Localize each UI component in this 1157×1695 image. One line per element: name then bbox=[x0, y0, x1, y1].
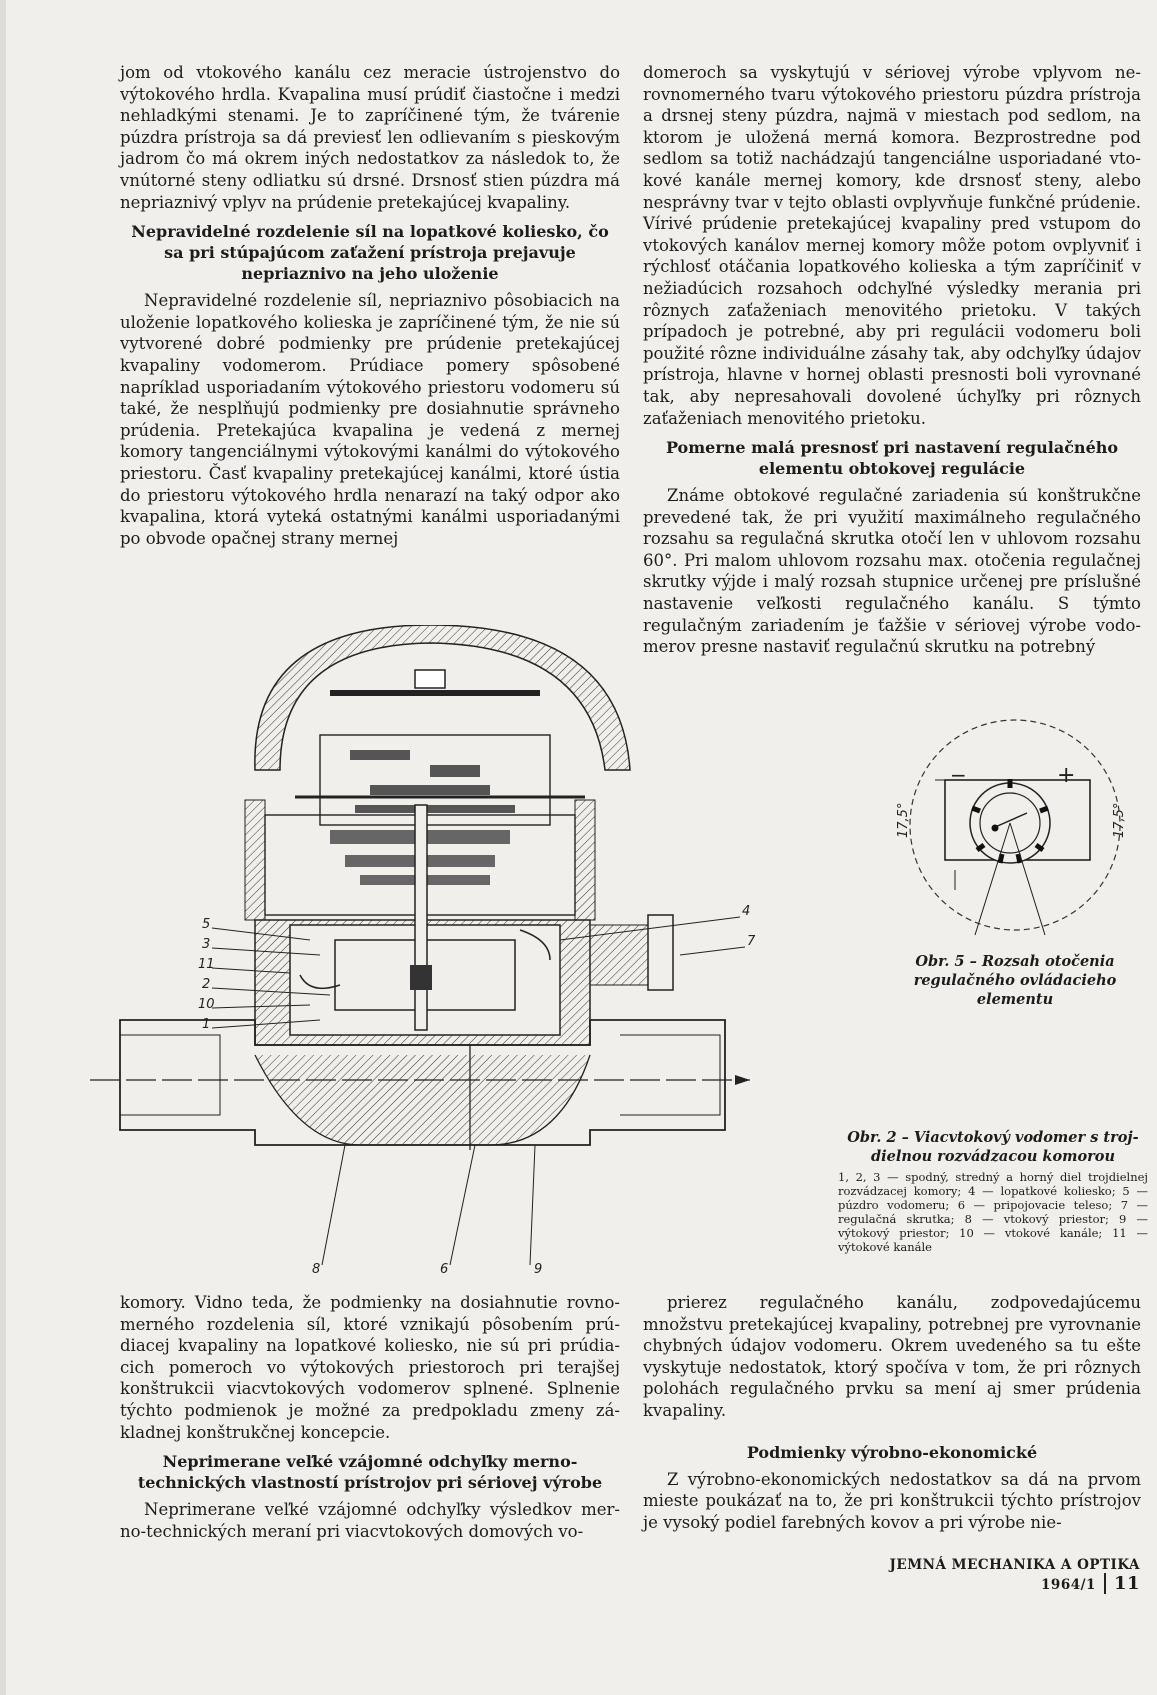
journal-name: JEMNÁ MECHANIKA A OPTIKA 1964/1 bbox=[889, 1557, 1140, 1593]
label-7: 7 bbox=[747, 934, 756, 949]
section-heading: Neprimerane veľké vzájomné odchyľky merno-technických vlastností prístrojov pri sériovej výrobe bbox=[137, 1452, 603, 1493]
page-number: 11 bbox=[1104, 1573, 1140, 1594]
section-heading: Pomerne malá presnosť pri nastavení regulačného elementu obtokovej regulácie bbox=[665, 438, 1119, 479]
paragraph: prierez regulačného kanálu, zodpovedajúcemu množstvu pretekajúcej kvapaliny, potrebnej pre vyrovnanie chybných údajov vodomeru. Okrem uvedeného sa tu ešte vyskytuje nedostatok, ktorý spočíva v tom, že pri rôznych polohách regulačného prvku sa mení aj smer prúdenia kvapaliny. bbox=[643, 1293, 1141, 1420]
paragraph: Z výrobno-ekonomických nedostatkov sa dá na prvom mieste poukázať na to, že pri konštrukcii týchto prístrojov je vysoký podiel farebných kovov a pri výrobe nie- bbox=[643, 1469, 1141, 1532]
paragraph: Nepravidelné rozdelenie síl, nepriaznivo pôsobiacich na uloženie lopatkového kolieska je zapríčinené tým, že nie sú vytvorené dobré podmienky pre prúdenie pretekajúcej kvapaliny vodomerom. Prúdiace pomery spôsobené napríklad usporiadaním výtokového priestoru vodomeru sú také, že nesplňujú podmienky pre dosiahnutie správneho prúdenia. Pretekajúca kvapalina je vedená z mernej komory tangenciálnymi výtokovými kanálmi do výtokového priestoru. Časť kvapaliny pretekajúcej kanálmi, ktoré ústia do priestoru výtokového hrdla nenarazí na taký odpor ako kvapalina, ktorá vyteká ostatnými kanálmi usporiadanými po obvode opačnej strany mernej bbox=[120, 291, 620, 548]
paragraph: Neprimerane veľké vzájomné odchyľky výsledkov merno-technických meraní pri viacvtokových domových vo- bbox=[120, 1500, 620, 1541]
label-5: 5 bbox=[202, 917, 211, 932]
page-edge bbox=[0, 0, 6, 1695]
label-6: 6 bbox=[440, 1262, 449, 1277]
figure-5-dial bbox=[885, 700, 1145, 940]
paragraph: domeroch sa vyskytujú v sériovej výrobe vplyvom nerovnomerného tvaru výtokového priestoru púzdra prístroja a drsnej steny púzdra, najmä v miestach pod sedlom, na ktorom je uložená merná komora. Bezprostredne pod sedlom sa totiž nachádzajú tangenciálne usporiadané vtokové kanále mernej komory, kde drsnosť steny, alebo nesprávny tvar v tejto oblasti ovplyvňuje funkčné prúdenie. Vírivé prúdenie pretekajúcej kvapaliny pred vstupom do vtokových kanálov mernej komory môže potom ovplyvniť i rýchlosť otáčania lopatkového kolieska a tým zapríčiniť v nežiadúcich rozsahoch odchyľné výsledky merania pri rôznych zaťaženiach menovitého prietoku. V takých prípadoch je potrebné, aby pri regulácii vodomeru boli použité rôzne individuálne zásahy tak, aby odchyľky údajov prístroja, hlavne v hornej oblasti presnosti boli vyrovnané tak, aby nepresahovali dovolené úchyľky pri rôznych zaťaženiach menovitého prietoku. bbox=[643, 63, 1141, 428]
label-10: 10 bbox=[198, 997, 215, 1012]
section-heading: Nepravidelné rozdelenie síl na lopatkové koliesko, čo sa pri stúpajúcom zaťažení prístroja prejavuje nepriaznivo na jeho uloženie bbox=[131, 222, 609, 284]
label-2: 2 bbox=[202, 977, 211, 992]
left-column-top bbox=[120, 62, 620, 549]
paragraph: jom od vtokového kanálu cez meracie ústrojenstvo do výtokového hrdla. Kvapalina musí prúdiť čiastočne i medzi nehladkými stenami. Je to zapríčinené tým, že tvárenie púzdra prístroja sa dá previesť len odlievaním s pieskovým jadrom čo má okrem iných nedostatkov za následok to, že vnútorné steny odliatku sú drsné. Drsnosť stien púzdra má nepriaznivý vplyv na prúdenie pretekajúcej kvapaliny. bbox=[120, 63, 620, 212]
figure-5-caption: Obr. 5 – Rozsah otočenia regulačného ovládacieho elementu bbox=[913, 953, 1117, 1008]
label-9: 9 bbox=[534, 1262, 543, 1277]
label-1: 1 bbox=[202, 1017, 211, 1032]
right-column-top bbox=[643, 62, 1141, 658]
minus-sign: − bbox=[950, 763, 967, 787]
running-footer bbox=[830, 1557, 1140, 1594]
label-11: 11 bbox=[198, 957, 215, 972]
plus-sign: + bbox=[1057, 763, 1076, 788]
angle-left-label: 17,5° bbox=[896, 802, 911, 838]
label-4: 4 bbox=[742, 904, 751, 919]
left-column-bottom bbox=[120, 1292, 620, 1542]
label-8: 8 bbox=[312, 1262, 321, 1277]
label-3: 3 bbox=[202, 937, 211, 952]
right-column-bottom bbox=[643, 1292, 1141, 1533]
paragraph: komory. Vidno teda, že podmienky na dosiahnutie rovnomerného rozdelenia síl, ktoré vznikajú pôsobením prúdiacej kvapaliny na lopatkové koliesko, nie sú pri prúdiacich pomeroch vo výtokových priestoroch pri terajšej konštrukcii viacvtokových vodomerov splnené. Splnenie týchto podmienok je možné za predpokladu zmeny základnej konštrukčnej koncepcie. bbox=[120, 1293, 620, 1442]
angle-right-label: 17,5° bbox=[1112, 802, 1127, 838]
figure-2-caption: Obr. 2 – Viacvtokový vodomer s trojdielnou rozvádzacou komorou bbox=[847, 1129, 1139, 1165]
figure-2-water-meter bbox=[90, 625, 770, 1285]
section-heading: Podmienky výrobno-ekonomické bbox=[746, 1442, 1038, 1462]
paragraph: Známe obtokové regulačné zariadenia sú konštrukčne prevedené tak, že pri využití maximálneho regulačného rozsahu sa regulačná skrutka otočí len v uhlovom rozsahu 60°. Pri malom uhlovom rozsahu max. otočenia regulačnej skrutky výjde i malý rozsah stupnice určenej pre príslušné nastavenie veľkosti regulačného kanálu. S týmto regulačným zariadením je ťažšie v sériovej výrobe vodomerov presne nastaviť regulačnú skrutku na potrebný bbox=[643, 486, 1141, 657]
figure-2-legend: 1, 2, 3 — spodný, stredný a horný diel trojdielnej rozvádzacej komory; 4 — lopatkové koliesko; 5 — púzdro vodomeru; 6 — pripojovacie teleso; 7 — regulačná skrutka; 8 — vtokový priestor; 9 — výtokový priestor; 10 — vtokové kanále; 11 — výtokové kanále bbox=[838, 1170, 1148, 1254]
